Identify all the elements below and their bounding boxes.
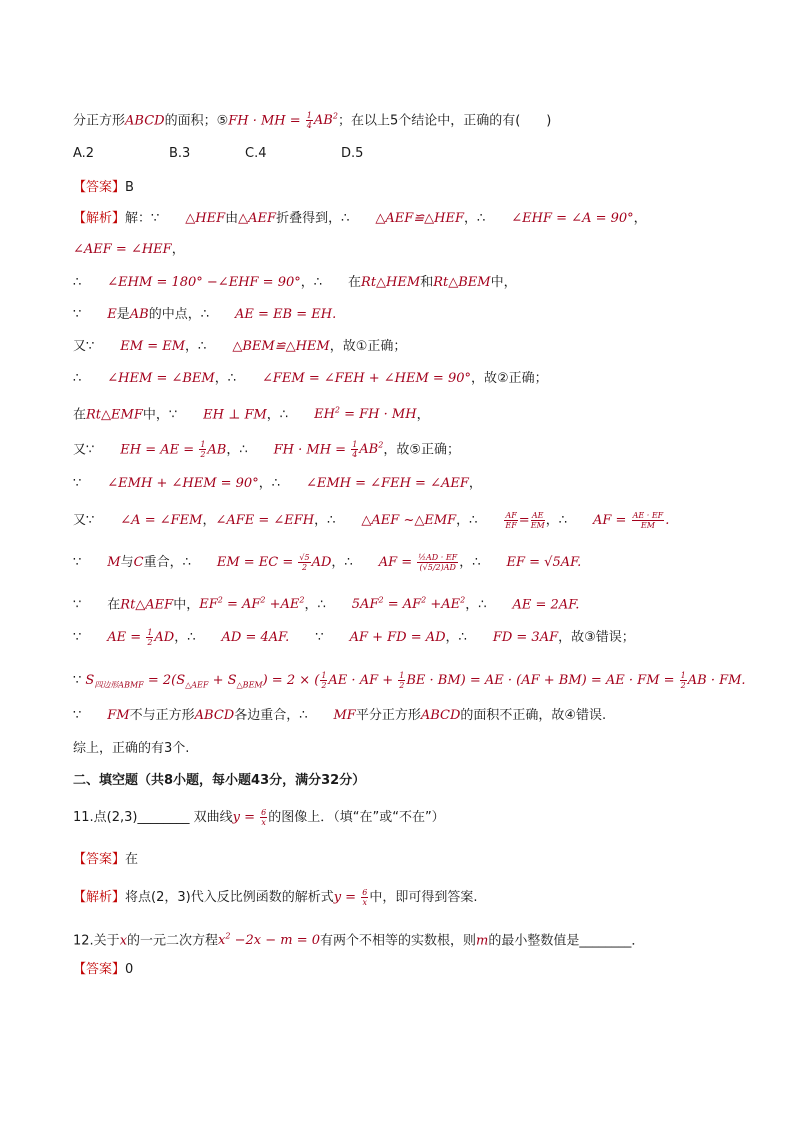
solution-11: 【解析】将点(2，3)代入反比例函数的解析式y = $\frac{6}{x}$ 中，即可得到答案. bbox=[73, 888, 478, 907]
solution-line-1: 【解析】解：∵ △HEF由△AEF折叠得到，∴ △AEF≌△HEF，∴ ∠EHF = ∠A = 90°， bbox=[73, 211, 647, 226]
solution-line-11: ∵ M与C重合，∴ EM = EC = $\frac{√5}{2}$ AD，∴ AF = $\frac{\text{½AD · EF}}{(√5/2)AD}$ ，∴ EF = √5AF. bbox=[73, 553, 582, 572]
answer-options bbox=[73, 144, 734, 164]
solution-line-12: ∵ 在Rt△AEF中，$EF^2 = AF^2 +AE^2$，∴ $5AF^2 = AF^2 +AE^2$，∴ AE = 2AF. bbox=[73, 596, 580, 613]
solution-summary: 综上，正确的有3个. bbox=[73, 741, 190, 756]
solution-line-4: ∵ E是AB的中点，∴ AE = EB = EH. bbox=[73, 307, 337, 322]
solution-line-2: ∠AEF = ∠HEF， bbox=[73, 242, 185, 257]
solution-line-13: ∵ AE = $\frac{1}{2}$ AD，∴ AD = 4AF. ∵ AF + FD = AD，∴ FD = 3AF，故③错误； bbox=[73, 628, 635, 647]
answer-12: 【答案】0 bbox=[73, 962, 134, 977]
answer-11: 【答案】在 bbox=[73, 852, 139, 867]
question-11: 11.点(2,3)________ 双曲线y = $\frac{6}{x}$ 的图像上．（填“在”或“不在”） bbox=[73, 808, 445, 827]
solution-line-9: ∵ ∠EMH + ∠HEM = 90°，∴ ∠EMH = ∠FEH = ∠AEF， bbox=[73, 476, 482, 491]
option-c: C.4 bbox=[245, 146, 267, 161]
solution-line-7: 在Rt△EMF中，∵ EH ⊥ FM，∴ $EH^2$ = FH · MH， bbox=[73, 406, 430, 423]
option-d: D.5 bbox=[341, 146, 364, 161]
solution-line-10: 又∵ ∠A = ∠FEM，∠AFE = ∠EFH，∴ △AEF ~△EMF，∴ $\frac{AF}{EF}$ = $\frac{AE}{EM}$ ，∴ AF = $\frac{AE \cdot EF}{EM}$ . bbox=[73, 511, 670, 530]
solution-line-6: ∴ ∠HEM = ∠BEM，∴ ∠FEM = ∠FEH + ∠HEM = 90°，故②正确； bbox=[73, 371, 548, 386]
option-a: A.2 bbox=[73, 146, 95, 161]
solution-line-5: 又∵ EM = EM，∴ △BEM≌△HEM，故①正确； bbox=[73, 339, 407, 354]
solution-line-8: 又∵ EH = AE = $\frac{1}{2}$ AB，∴ FH · MH = $\frac{1}{4}$ $AB^2$，故⑤正确； bbox=[73, 440, 460, 460]
fraction: $\frac{1}{4}$ bbox=[306, 111, 312, 131]
solution-line-14: ∵ $S_{四边形ABMF} = 2(S_{\triangle AEF} + S_{\triangle BEM}) = 2$ × ( $\frac{1}{2}$ AE · AF + $\frac{1}{2}$ BE · BM) = AE · (AF + BM) = AE · FM = $\frac{1}{2}$ AB · FM. bbox=[73, 671, 746, 690]
solution-line-3: ∴ ∠EHM = 180° −∠EHF = 90°，∴ 在Rt△HEM和Rt△BEM中， bbox=[73, 275, 517, 290]
question-12: 12.关于x的一元二次方程$x^2 -2x - m = 0$有两个不相等的实数根，则m的最小整数值是________． bbox=[73, 932, 645, 949]
option-b: B.3 bbox=[169, 146, 191, 161]
answer-line: 【答案】B bbox=[73, 180, 134, 195]
question-continuation: 分正方形ABCD的面积；⑤FH · MH = $\frac{1}{4}$ $AB^2$；在以上5个结论中，正确的有( ) bbox=[73, 111, 552, 131]
section-heading: 二、填空题（共8小题，每小题43分，满分32分） bbox=[73, 773, 366, 788]
solution-line-15: ∵ FM不与正方形ABCD各边重合，∴ MF平分正方形ABCD的面积不正确，故④错误. bbox=[73, 708, 607, 723]
